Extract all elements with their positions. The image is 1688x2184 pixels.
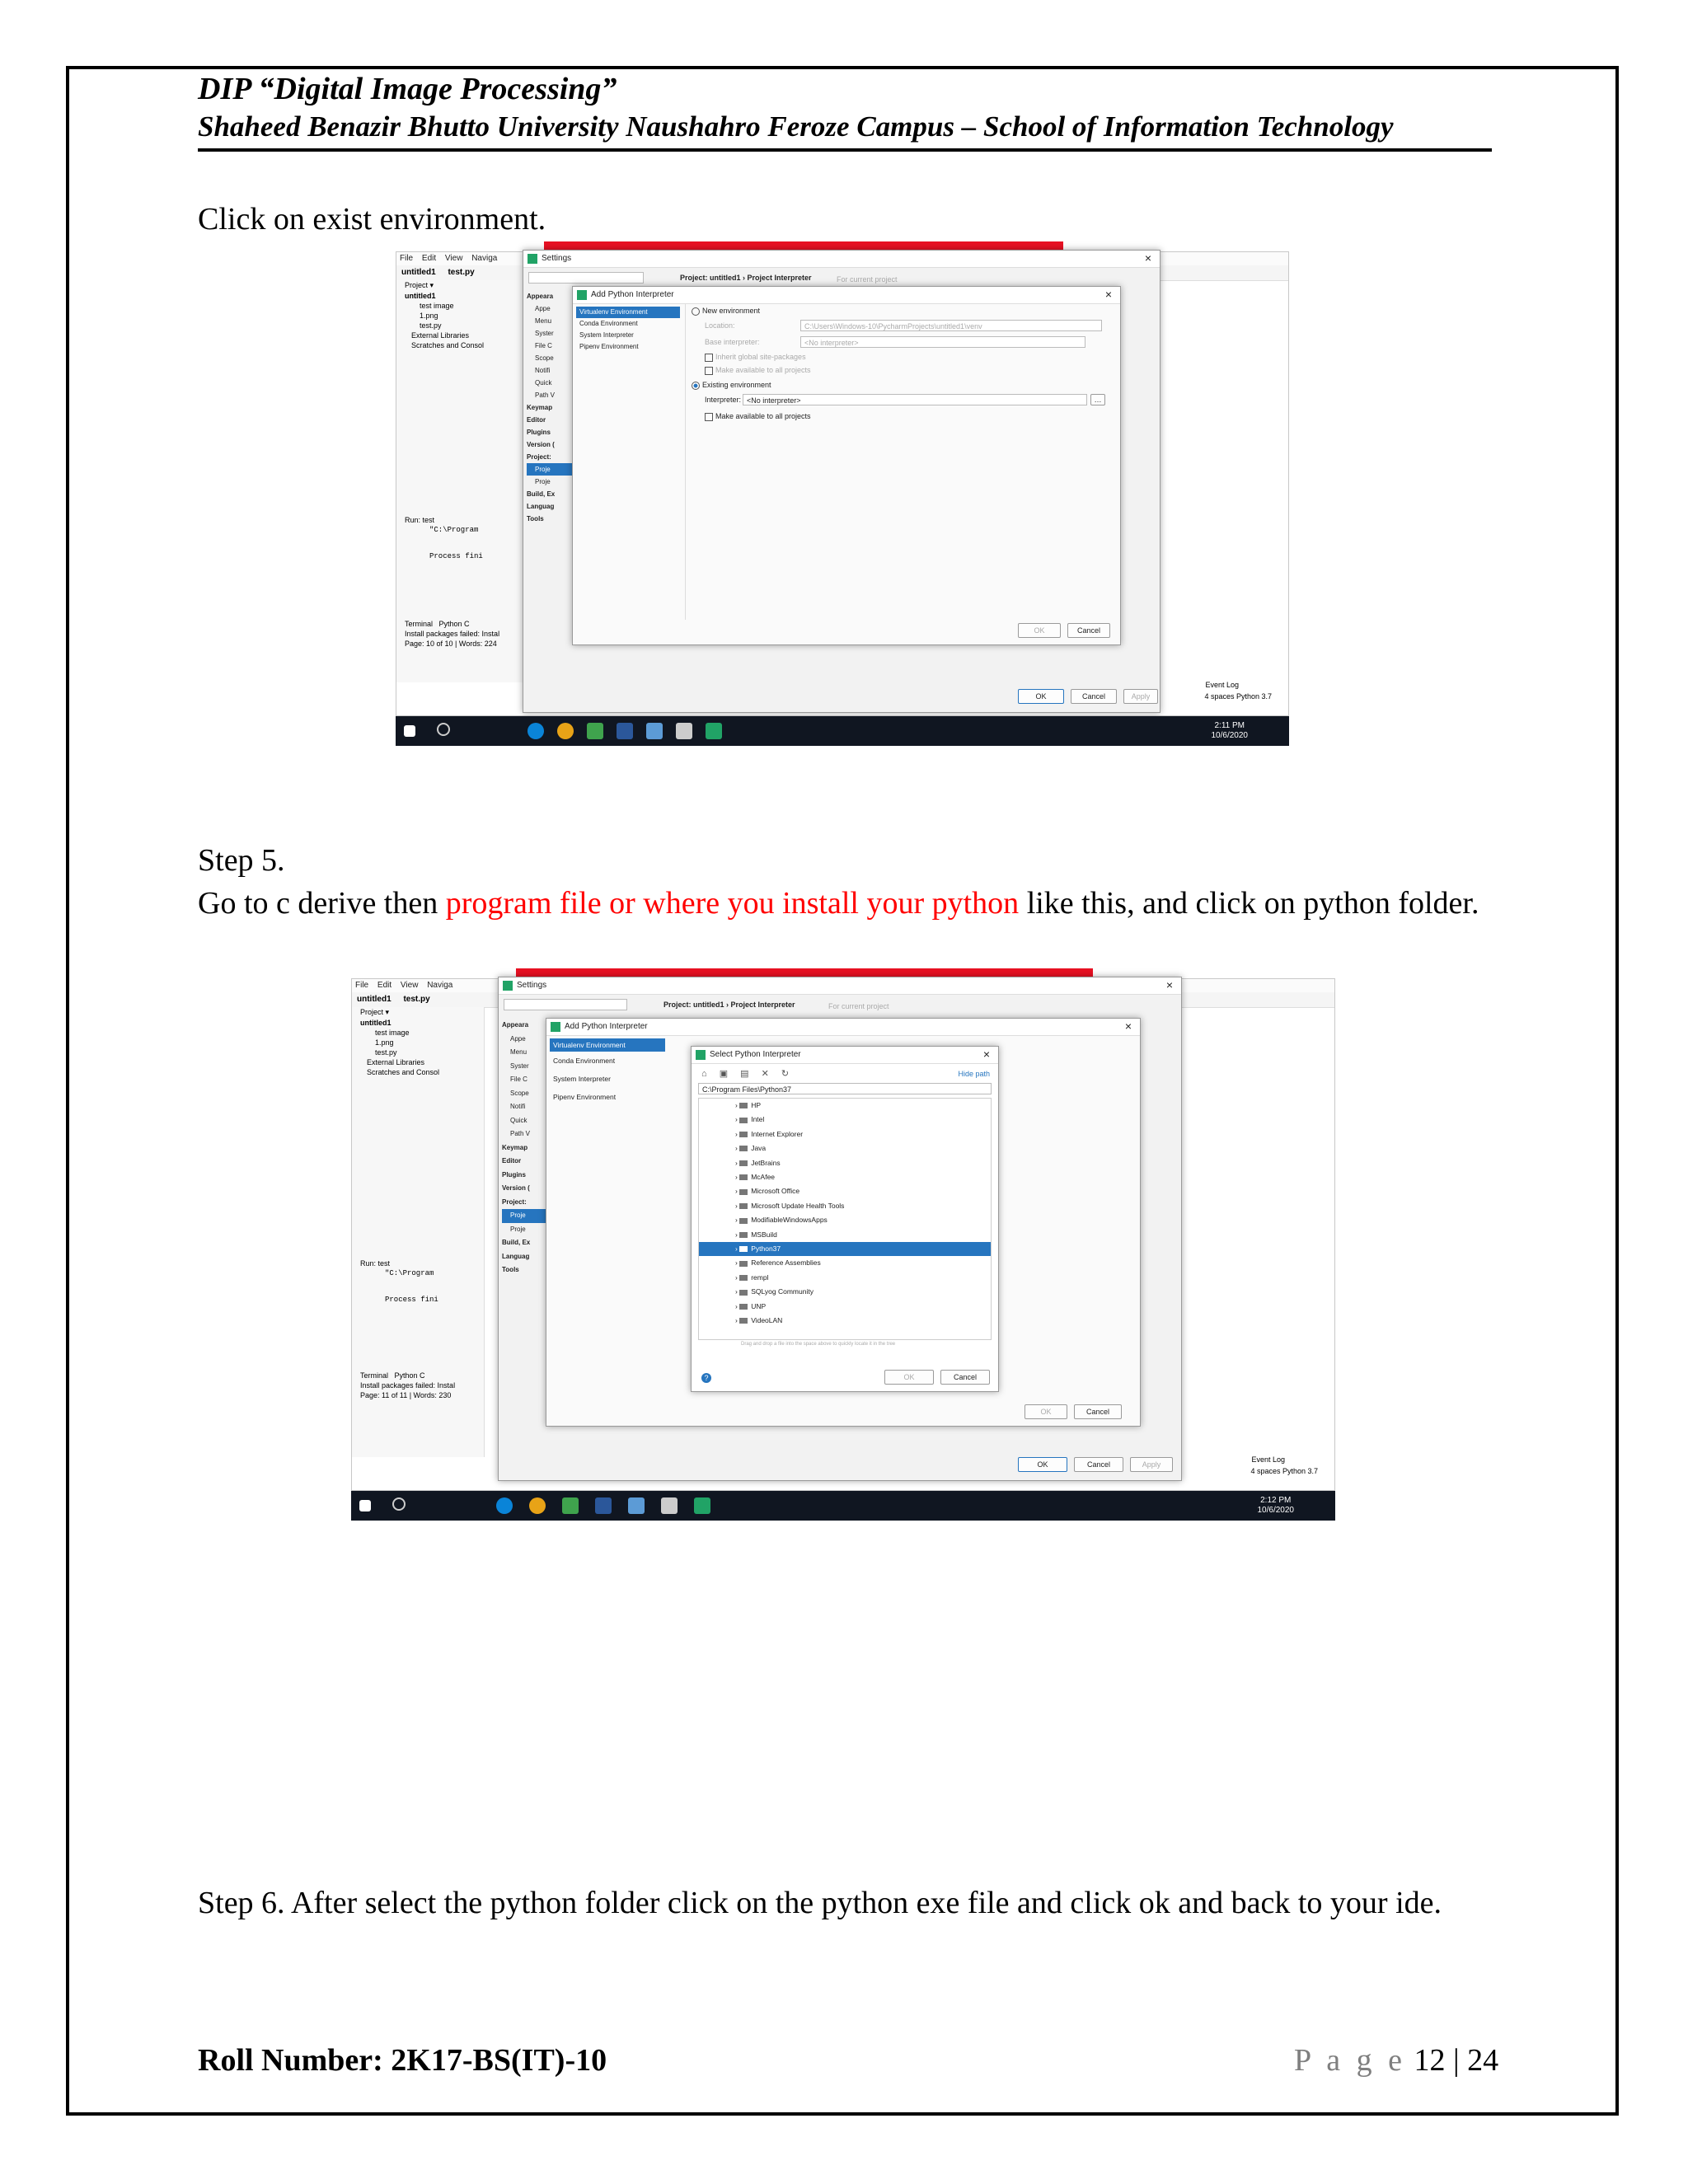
pycharm-icon: [577, 290, 587, 300]
env-item[interactable]: Conda Environment: [553, 1057, 616, 1065]
app-icon[interactable]: [676, 723, 692, 739]
hide-path-link[interactable]: Hide path: [958, 1070, 990, 1078]
for-current-project: For current project: [837, 275, 898, 284]
step6-text: Step 6. After select the python folder click on the python exe file and click ok and back to your ide.: [198, 1886, 1442, 1920]
add-interpreter-title: Add Python Interpreter: [591, 290, 674, 299]
env-item[interactable]: Pipenv Environment: [553, 1093, 617, 1101]
cancel-button[interactable]: Cancel: [940, 1370, 990, 1385]
cancel-button[interactable]: Cancel: [1074, 1404, 1122, 1419]
run-label: Run: test: [360, 1259, 391, 1268]
settings-tree-item[interactable]: Proje: [502, 1209, 551, 1223]
close-icon[interactable]: ×: [1144, 251, 1151, 265]
windows-start-icon[interactable]: [359, 1500, 371, 1511]
drag-hint: Drag and drop a file into the space above to quickly locate it in the tree: [741, 1342, 896, 1347]
folder-item[interactable]: › MSBuild: [735, 1230, 777, 1239]
header-title: DIP “Digital Image Processing”: [198, 72, 617, 106]
close-icon[interactable]: ×: [1124, 1019, 1132, 1033]
status-spaces: 4 spaces Python 3.7: [1250, 1467, 1318, 1475]
cancel-button[interactable]: Cancel: [1071, 689, 1117, 704]
edge-icon[interactable]: [496, 1497, 513, 1514]
chrome-icon[interactable]: [529, 1497, 546, 1514]
pycharm-icon: [696, 1050, 706, 1060]
env-list: [550, 1038, 665, 1106]
windows-taskbar: [396, 716, 1289, 746]
search-icon[interactable]: [392, 1497, 406, 1511]
make-available-checkbox[interactable]: Make available to all projects: [705, 366, 811, 375]
settings-tree-item[interactable]: File C: [535, 342, 552, 349]
tree-item[interactable]: Scratches and Consol: [367, 1068, 440, 1076]
tree-item[interactable]: untitled1: [405, 292, 436, 300]
ok-button[interactable]: OK: [1018, 689, 1064, 704]
pycharm-icon: [551, 1022, 560, 1032]
project-panel: [352, 1007, 485, 1457]
step5-highlight: program file or where you install your python: [445, 886, 1020, 921]
tree-item[interactable]: test.py: [375, 1048, 397, 1057]
settings-tree-item[interactable]: Proje: [527, 463, 576, 476]
select-interpreter-title: Select Python Interpreter: [710, 1050, 801, 1059]
settings-tree-item[interactable]: Keymap: [502, 1143, 528, 1151]
menu-navigate[interactable]: Naviga: [471, 254, 498, 263]
settings-tree-item[interactable]: Plugins: [527, 429, 551, 436]
tree-item[interactable]: test.py: [420, 321, 442, 330]
search-icon[interactable]: [437, 723, 450, 736]
taskbar-clock: 2:11 PM 10/6/2020: [1211, 721, 1248, 740]
settings-breadcrumb: Project: untitled1 › Project Interpreter: [680, 274, 812, 282]
base-interpreter-field[interactable]: <No interpreter>: [800, 336, 1085, 348]
word-status: Page: 11 of 11 | Words: 230: [360, 1391, 452, 1399]
env-item[interactable]: Virtualenv Environment: [576, 307, 680, 318]
add-interpreter-title: Add Python Interpreter: [565, 1022, 648, 1031]
screenshot-add-interpreter: [396, 241, 1289, 746]
menu-edit[interactable]: Edit: [421, 254, 437, 263]
pycharm-icon[interactable]: [706, 723, 722, 739]
settings-title: Settings: [542, 254, 572, 263]
existing-env-radio[interactable]: Existing environment: [692, 381, 771, 390]
windows-start-icon[interactable]: [404, 725, 415, 737]
folder-item[interactable]: › Intel: [735, 1115, 765, 1124]
settings-tree-item[interactable]: Scope: [510, 1089, 529, 1097]
menu-file[interactable]: File: [355, 981, 369, 990]
close-icon[interactable]: ×: [1165, 978, 1173, 991]
close-icon[interactable]: ×: [1104, 288, 1112, 301]
pycharm-icon[interactable]: [694, 1497, 710, 1514]
folder-tree: [698, 1098, 992, 1340]
settings-tree: [527, 290, 576, 525]
folder-item[interactable]: › rempl: [735, 1272, 769, 1282]
tree-item[interactable]: test image: [375, 1029, 410, 1037]
tree-item[interactable]: 1.png: [420, 312, 438, 320]
settings-tree-item[interactable]: Tools: [502, 1266, 519, 1273]
nav-project[interactable]: untitled1: [401, 268, 436, 277]
settings-tree-item[interactable]: Appe: [535, 305, 551, 312]
apply-button[interactable]: Apply: [1130, 1457, 1173, 1472]
app-icon[interactable]: [628, 1497, 645, 1514]
terminal-tab: Terminal Python C: [360, 1371, 425, 1380]
app-icon[interactable]: [562, 1497, 579, 1514]
folder-item[interactable]: › ModifiableWindowsApps: [735, 1216, 828, 1225]
folder-item[interactable]: › Microsoft Update Health Tools: [735, 1201, 845, 1210]
nav-project[interactable]: untitled1: [357, 995, 392, 1004]
settings-tree-item[interactable]: Syster: [510, 1062, 529, 1070]
settings-breadcrumb: Project: untitled1 › Project Interpreter: [663, 1001, 795, 1009]
cancel-button[interactable]: Cancel: [1067, 623, 1110, 638]
folder-item-selected[interactable]: › Python37: [699, 1242, 991, 1256]
settings-tree-item[interactable]: Build, Ex: [527, 490, 556, 498]
apply-button[interactable]: Apply: [1123, 689, 1158, 704]
interpreter-field[interactable]: <No interpreter>: [743, 394, 1087, 405]
folder-item[interactable]: › SQLyog Community: [735, 1287, 814, 1296]
settings-tree-item[interactable]: Appeara: [527, 293, 554, 300]
menu-view[interactable]: View: [444, 254, 463, 263]
edge-icon[interactable]: [528, 723, 544, 739]
settings-search[interactable]: [504, 999, 627, 1010]
settings-title: Settings: [517, 981, 547, 990]
add-interpreter-dialog: [572, 286, 1121, 645]
run-output: "C:\Program: [385, 1269, 434, 1277]
env-item[interactable]: Conda Environment: [579, 320, 638, 327]
settings-tree-item[interactable]: Proje: [510, 1225, 526, 1233]
settings-tree-item[interactable]: Version (: [527, 441, 555, 448]
tree-item[interactable]: Scratches and Consol: [411, 341, 485, 349]
step5-heading: Step 5.: [198, 843, 285, 878]
settings-search[interactable]: [528, 272, 644, 284]
app-icon[interactable]: [587, 723, 603, 739]
settings-tree-item[interactable]: Version (: [502, 1184, 530, 1192]
location-label: Location:: [705, 321, 735, 330]
ok-button[interactable]: OK: [1018, 1457, 1067, 1472]
make-available-checkbox[interactable]: Make available to all projects: [705, 412, 811, 421]
settings-tree-item[interactable]: Notifi: [510, 1103, 526, 1110]
folder-item[interactable]: › Reference Assemblies: [735, 1258, 821, 1268]
settings-tree-item[interactable]: Notifi: [535, 367, 551, 374]
browse-button[interactable]: …: [1090, 394, 1105, 405]
folder-item[interactable]: › UNP: [735, 1301, 767, 1310]
pycharm-icon: [528, 254, 537, 264]
settings-tree-item[interactable]: Syster: [535, 330, 554, 337]
pycharm-icon: [503, 981, 513, 991]
nav-file[interactable]: test.py: [448, 268, 475, 277]
menu-navigate[interactable]: Naviga: [427, 981, 453, 990]
folder-item[interactable]: › McAfee: [735, 1173, 776, 1182]
status-spaces: 4 spaces Python 3.7: [1204, 692, 1272, 701]
ok-button[interactable]: OK: [884, 1370, 934, 1385]
env-item[interactable]: Pipenv Environment: [579, 343, 639, 350]
settings-tree-item[interactable]: Menu: [510, 1048, 528, 1056]
screenshot-select-interpreter: [351, 968, 1335, 1521]
settings-tree: [502, 1019, 551, 1277]
tree-item[interactable]: untitled1: [360, 1019, 392, 1027]
ok-button[interactable]: OK: [1025, 1404, 1067, 1419]
terminal-tab: Terminal Python C: [405, 620, 470, 628]
env-item[interactable]: Virtualenv Environment: [550, 1038, 665, 1052]
help-icon[interactable]: ?: [701, 1373, 711, 1383]
settings-tree-item[interactable]: Quick: [535, 379, 552, 387]
folder-item[interactable]: › HP: [735, 1101, 762, 1109]
folder-item[interactable]: › Microsoft Office: [735, 1187, 800, 1196]
interpreter-label: Interpreter:: [705, 396, 742, 404]
settings-tree-item[interactable]: Editor: [502, 1157, 522, 1165]
settings-tree-item[interactable]: Path V: [510, 1130, 531, 1137]
run-output: Process fini: [429, 552, 483, 560]
base-interpreter-label: Base interpreter:: [705, 338, 760, 346]
tree-item[interactable]: Project ▾: [360, 1008, 390, 1016]
tree-item[interactable]: 1.png: [375, 1038, 394, 1047]
word-status: Page: 10 of 10 | Words: 224: [405, 640, 497, 648]
settings-tree-item[interactable]: File C: [510, 1076, 528, 1083]
settings-tree-item[interactable]: Project:: [527, 453, 551, 461]
windows-taskbar: [351, 1491, 1335, 1521]
header-rule: [198, 148, 1492, 152]
divider: [685, 303, 686, 620]
folder-item[interactable]: › Java: [735, 1144, 767, 1153]
settings-tree-item[interactable]: Editor: [527, 416, 546, 424]
cancel-button[interactable]: Cancel: [1074, 1457, 1123, 1472]
step5-text: Go to c derive then program file or where you install your python like this, and click on python folder.: [198, 886, 1479, 921]
run-output: "C:\Program: [429, 526, 479, 534]
env-item[interactable]: System Interpreter: [579, 331, 634, 339]
for-current-project: For current project: [828, 1002, 889, 1010]
folder-item[interactable]: › Internet Explorer: [735, 1129, 804, 1138]
tree-item[interactable]: Project ▾: [405, 281, 434, 289]
ok-button[interactable]: OK: [1018, 623, 1061, 638]
word-icon[interactable]: [617, 723, 633, 739]
project-panel: [396, 280, 529, 682]
word-icon[interactable]: [595, 1497, 612, 1514]
settings-tree-item[interactable]: Keymap: [527, 404, 553, 411]
folder-item[interactable]: › VideoLAN: [735, 1316, 783, 1325]
settings-tree-item[interactable]: Quick: [510, 1116, 528, 1124]
env-item[interactable]: System Interpreter: [553, 1075, 611, 1083]
run-tab[interactable]: test: [377, 1259, 391, 1268]
settings-tree-item[interactable]: Menu: [535, 317, 552, 325]
inherit-checkbox[interactable]: Inherit global site-packages: [705, 353, 806, 362]
run-label: Run: test: [405, 516, 435, 524]
new-env-radio[interactable]: New environment: [692, 307, 760, 316]
file-toolbar[interactable]: ⌂ ▣ ▤ ✕ ↻: [701, 1069, 795, 1079]
run-tab[interactable]: test: [422, 516, 435, 524]
settings-tree-item[interactable]: Tools: [527, 515, 544, 523]
settings-tree-item[interactable]: Build, Ex: [502, 1239, 531, 1246]
nav-file[interactable]: test.py: [403, 995, 430, 1004]
menu-view[interactable]: View: [400, 981, 419, 990]
settings-tree-item[interactable]: Proje: [535, 478, 551, 485]
tree-item[interactable]: External Libraries: [367, 1058, 425, 1066]
status-text: Install packages failed: Instal: [405, 630, 500, 638]
run-output: Process fini: [385, 1296, 438, 1304]
status-text: Install packages failed: Instal: [360, 1381, 456, 1390]
chrome-icon[interactable]: [557, 723, 574, 739]
settings-tree-item[interactable]: Appeara: [502, 1021, 529, 1029]
header-subtitle: Shaheed Benazir Bhutto University Naushahro Feroze Campus – School of Information Technology: [198, 110, 1394, 143]
roll-number: Roll Number: 2K17-BS(IT)-10: [198, 2043, 607, 2078]
taskbar-clock: 2:12 PM 10/6/2020: [1257, 1496, 1294, 1515]
settings-tree-item[interactable]: Project:: [502, 1197, 527, 1206]
settings-tree-item[interactable]: Languag: [527, 503, 555, 510]
folder-item[interactable]: › JetBrains: [735, 1158, 781, 1167]
settings-tree-item[interactable]: Languag: [502, 1252, 530, 1260]
menu-file[interactable]: File: [400, 254, 414, 263]
intro-text: Click on exist environment.: [198, 202, 546, 237]
event-log[interactable]: Event Log: [1205, 681, 1239, 689]
location-field[interactable]: C:\Users\Windows-10\PycharmProjects\untitled1\venv: [800, 320, 1102, 331]
settings-tree-item[interactable]: Path V: [535, 391, 556, 399]
env-list: [576, 307, 680, 353]
tree-item[interactable]: External Libraries: [411, 331, 470, 340]
app-icon[interactable]: [646, 723, 663, 739]
tree-item[interactable]: test image: [420, 302, 454, 310]
event-log[interactable]: Event Log: [1251, 1455, 1285, 1464]
path-field[interactable]: C:\Program Files\Python37: [698, 1083, 992, 1094]
close-icon[interactable]: ×: [982, 1047, 990, 1061]
settings-tree-item[interactable]: Appe: [510, 1034, 526, 1043]
settings-tree-item[interactable]: Scope: [535, 354, 554, 362]
select-interpreter-dialog: [691, 1046, 999, 1392]
app-icon[interactable]: [661, 1497, 678, 1514]
menu-edit[interactable]: Edit: [377, 981, 392, 990]
page-number: P a g e 12 | 24: [1294, 2043, 1499, 2078]
settings-tree-item[interactable]: Plugins: [502, 1170, 526, 1179]
